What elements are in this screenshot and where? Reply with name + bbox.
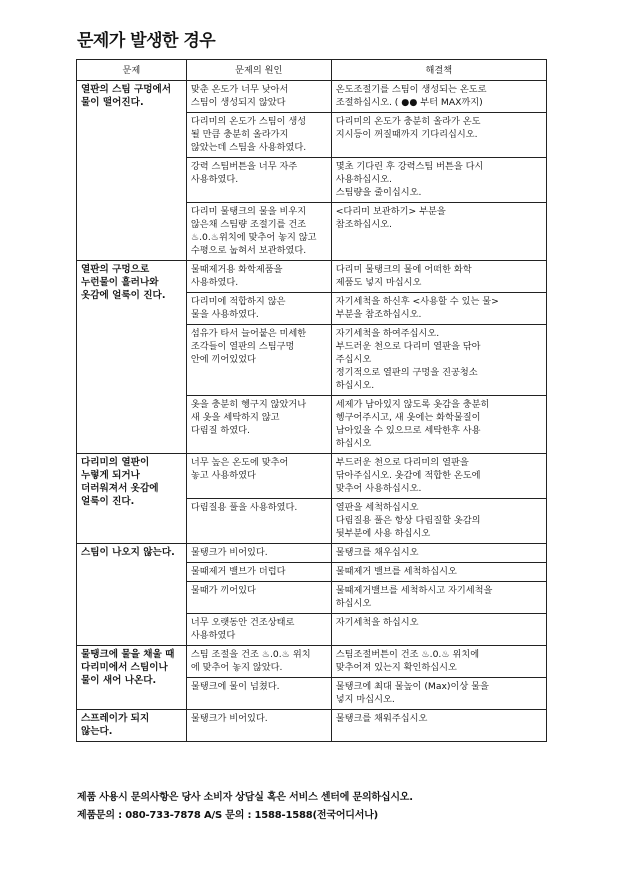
cause-text-line: ♨.0.♨위치에 맞추어 놓지 않고	[190, 232, 317, 243]
solution-text-line: <다리미 보관하기> 부분을	[335, 206, 446, 217]
cause-text-line: 스팀이 생성되지 않았다	[190, 97, 286, 108]
cause-cell	[186, 710, 331, 742]
cause-text-line: 물탱크가 비어있다.	[190, 547, 268, 558]
cause-cell	[186, 396, 331, 454]
cause-text-line: 물때제거 밸브가 더럽다	[190, 566, 286, 577]
problem-text-line: 누렇게 되거나	[81, 470, 140, 481]
cause-text-line: 사용하였다	[190, 630, 236, 641]
cause-text-line: 새 옷을 세탁하지 않고	[190, 412, 280, 423]
cause-text-line: 다리미에 적합하지 않은	[190, 296, 286, 307]
cause-text-line: 다림질 하였다.	[190, 425, 250, 436]
table-body	[77, 81, 547, 742]
problem-text-line: 열판의 구멍으로	[81, 264, 150, 275]
cause-text-line: 수평으로 눕혀서 보관하였다.	[190, 245, 307, 256]
troubleshooting-table	[76, 59, 547, 742]
cause-text-line: 강력 스팀버튼을 너무 자주	[190, 161, 298, 172]
solution-text-line: 부드러운 천으로 다리미 열판을 닦아	[335, 341, 481, 352]
problem-text-line: 더러워져서 옷감에	[81, 483, 159, 494]
cause-cell	[186, 81, 331, 113]
cause-text-line: 사용하였다.	[190, 277, 239, 288]
cause-cell	[186, 454, 331, 499]
problem-cell	[77, 646, 187, 710]
table-header-row	[77, 60, 547, 81]
solution-cell	[331, 710, 546, 742]
problem-text-line: 옷감에 얼룩이 진다.	[81, 290, 166, 301]
solution-cell	[331, 293, 546, 325]
cause-cell	[186, 563, 331, 582]
solution-text-line: 맞추어져 있는지 확인하십시오	[335, 662, 457, 673]
cause-cell	[186, 646, 331, 678]
problem-text-line: 다리미에서 스팀이나	[81, 662, 168, 673]
cause-cell	[186, 113, 331, 158]
solution-text-line: 물때제거 밸브를 세척하십시오	[335, 566, 457, 577]
cause-cell	[186, 544, 331, 563]
solution-text-line: 뒷부분에 사용 하십시오	[335, 528, 431, 539]
solution-text-line: 스팀조절버튼이 건조 ♨.0.♨ 위치에	[335, 649, 480, 660]
solution-text-line: 조절하십시오. ( ●● 부터 MAX까지)	[335, 97, 483, 108]
cause-cell	[186, 203, 331, 261]
solution-text-line: 주십시오	[335, 354, 372, 365]
solution-text-line: 온도조절기를 스팀이 생성되는 온도로	[335, 84, 487, 95]
solution-text-line: 사용하십시오.	[335, 174, 392, 185]
problem-text-line: 스프레이가 되지	[81, 713, 150, 724]
problem-cell	[77, 454, 187, 544]
table-row	[77, 454, 547, 499]
solution-text-line: 다리미의 온도가 충분히 올라가 온도	[335, 116, 481, 127]
cause-text-line: 맞춘 온도가 너무 낮아서	[190, 84, 289, 95]
cause-cell	[186, 158, 331, 203]
solution-text-line: 부드러운 천으로 다리미의 열판을	[335, 457, 469, 468]
problem-text-line: 물탱크에 물을 채울 때	[81, 649, 175, 660]
solution-text-line: 스팀량을 줄이십시오.	[335, 187, 422, 198]
problem-text-line: 않는다.	[81, 726, 113, 737]
solution-text-line: 맞추어 사용하십시오.	[335, 483, 422, 494]
cause-cell	[186, 614, 331, 646]
problem-text-line: 물이 떨어진다.	[81, 97, 144, 108]
cause-cell	[186, 325, 331, 396]
solution-cell	[331, 325, 546, 396]
problem-cell	[77, 710, 187, 742]
solution-cell	[331, 113, 546, 158]
cause-text-line: 옷을 충분히 헹구지 않았거나	[190, 399, 307, 410]
cause-cell	[186, 293, 331, 325]
cause-text-line: 너무 오랫동안 건조상태로	[190, 617, 295, 628]
solution-cell	[331, 646, 546, 678]
table-row	[77, 261, 547, 293]
solution-text-line: 정기적으로 열판의 구멍을 진공청소	[335, 367, 478, 378]
cause-text-line: 다리미의 온도가 스팀이 생성	[190, 116, 307, 127]
cause-text-line: 안에 끼어있었다	[190, 354, 256, 365]
solution-text-line: 하십시오	[335, 438, 372, 449]
solution-cell	[331, 678, 546, 710]
cause-cell	[186, 582, 331, 614]
solution-text-line: 물탱크에 최대 물높이 (Max)이상 물을	[335, 681, 489, 692]
solution-text-line: 열판을 세척하십시오	[335, 502, 419, 513]
solution-text-line: 제품도 넣지 마십시오	[335, 277, 422, 288]
cause-text-line: 않았는데 스팀을 사용하였다.	[190, 142, 307, 153]
solution-text-line: 헹구어주시고, 새 옷에는 화학물질이	[335, 412, 481, 423]
cause-cell	[186, 678, 331, 710]
solution-text-line: 자기세척을 하여주십시오.	[335, 328, 440, 339]
solution-text-line: 하십시오	[335, 598, 372, 609]
cause-text-line: 사용하였다.	[190, 174, 239, 185]
solution-cell	[331, 396, 546, 454]
solution-text-line: 부분을 참조하십시오.	[335, 309, 422, 320]
cause-text-line: 에 맞추어 놓지 않았다.	[190, 662, 283, 673]
cause-text-line: 스팀 조절을 건조 ♨.0.♨ 위치	[190, 649, 311, 660]
solution-text-line: 다림질용 풀은 항상 다림질할 옷감의	[335, 515, 481, 526]
cause-text-line: 너무 높은 온도에 맞추어	[190, 457, 289, 468]
problem-text-line: 다리미의 열판이	[81, 457, 150, 468]
solution-text-line: 몇초 기다린 후 강력스팀 버튼을 다시	[335, 161, 484, 172]
problem-text-line: 누런물이 흘러나와	[81, 277, 159, 288]
problem-cell	[77, 81, 187, 261]
cause-text-line: 섬유가 타서 늘어붙은 미세한	[190, 328, 307, 339]
solution-cell	[331, 544, 546, 563]
footer-inquiry-note: 제품 사용시 문의사항은 당사 소비자 상담실 혹은 서비스 센터에 문의하십시오.	[77, 792, 413, 803]
cause-text-line: 다리미 물탱크의 물을 비우지	[190, 206, 307, 217]
cause-text-line: 다림질용 풀을 사용하였다.	[190, 502, 298, 513]
cause-text-line: 조각들이 열판의 스팀구멍	[190, 341, 295, 352]
solution-text-line: 자기세척을 하십시오	[335, 617, 419, 628]
problem-cell	[77, 261, 187, 454]
table-row	[77, 646, 547, 678]
solution-text-line: 닦아주십시오. 옷감에 적합한 온도에	[335, 470, 481, 481]
solution-cell	[331, 454, 546, 499]
cause-text-line: 물을 사용하였다.	[190, 309, 259, 320]
solution-text-line: 남아있을 수 있으므로 세탁한후 사용	[335, 425, 481, 436]
solution-text-line: 하십시오.	[335, 380, 375, 391]
solution-text-line: 넣지 마십시오.	[335, 694, 395, 705]
cause-text-line: 놓고 사용하였다	[190, 470, 256, 481]
problem-text-line: 물이 새어 나온다.	[81, 675, 157, 686]
cause-text-line: 않은채 스팀량 조절기를 건조	[190, 219, 307, 230]
cause-text-line: 될 만큼 충분히 올라가지	[190, 129, 289, 140]
header-solution: 해결책	[331, 60, 546, 81]
problem-text-line: 열판의 스팀 구멍에서	[81, 84, 172, 95]
solution-cell	[331, 582, 546, 614]
cause-cell	[186, 499, 331, 544]
solution-text-line: 물탱크를 채우십시오	[335, 547, 419, 558]
footer-contact-numbers: 제품문의 : 080-733-7878 A/S 문의 : 1588-1588(전국어디서나)	[77, 810, 379, 821]
cause-text-line: 물때제거용 화학제품을	[190, 264, 283, 275]
problem-cell	[77, 544, 187, 646]
table-row	[77, 81, 547, 113]
problem-text-line: 얼룩이 진다.	[81, 496, 135, 507]
solution-cell	[331, 203, 546, 261]
header-cause: 문제의 원인	[186, 60, 331, 81]
table-row	[77, 710, 547, 742]
solution-text-line: 다리미 물탱크의 물에 어떠한 화학	[335, 264, 472, 275]
problem-text-line: 스팀이 나오지 않는다.	[81, 547, 175, 558]
cause-text-line: 물탱크가 비어있다.	[190, 713, 268, 724]
solution-cell	[331, 261, 546, 293]
cause-text-line: 물때가 끼어있다	[190, 585, 256, 596]
solution-cell	[331, 614, 546, 646]
solution-cell	[331, 563, 546, 582]
header-problem: 문제	[77, 60, 187, 81]
solution-cell	[331, 158, 546, 203]
page-title: 문제가 발생한 경우	[77, 31, 216, 51]
table-row	[77, 544, 547, 563]
solution-text-line: 자기세척을 하신후 <사용할 수 있는 물>	[335, 296, 499, 307]
solution-text-line: 물탱크를 채워주십시오	[335, 713, 428, 724]
solution-text-line: 세제가 남아있지 않도록 옷감을 충분히	[335, 399, 490, 410]
solution-cell	[331, 499, 546, 544]
cause-cell	[186, 261, 331, 293]
solution-text-line: 참조하십시오.	[335, 219, 392, 230]
solution-text-line: 지시등이 꺼질때까지 기다리십시오.	[335, 129, 478, 140]
solution-text-line: 물때제거밸브를 세척하시고 자기세척을	[335, 585, 493, 596]
solution-cell	[331, 81, 546, 113]
cause-text-line: 물탱크에 물이 넘쳤다.	[190, 681, 280, 692]
